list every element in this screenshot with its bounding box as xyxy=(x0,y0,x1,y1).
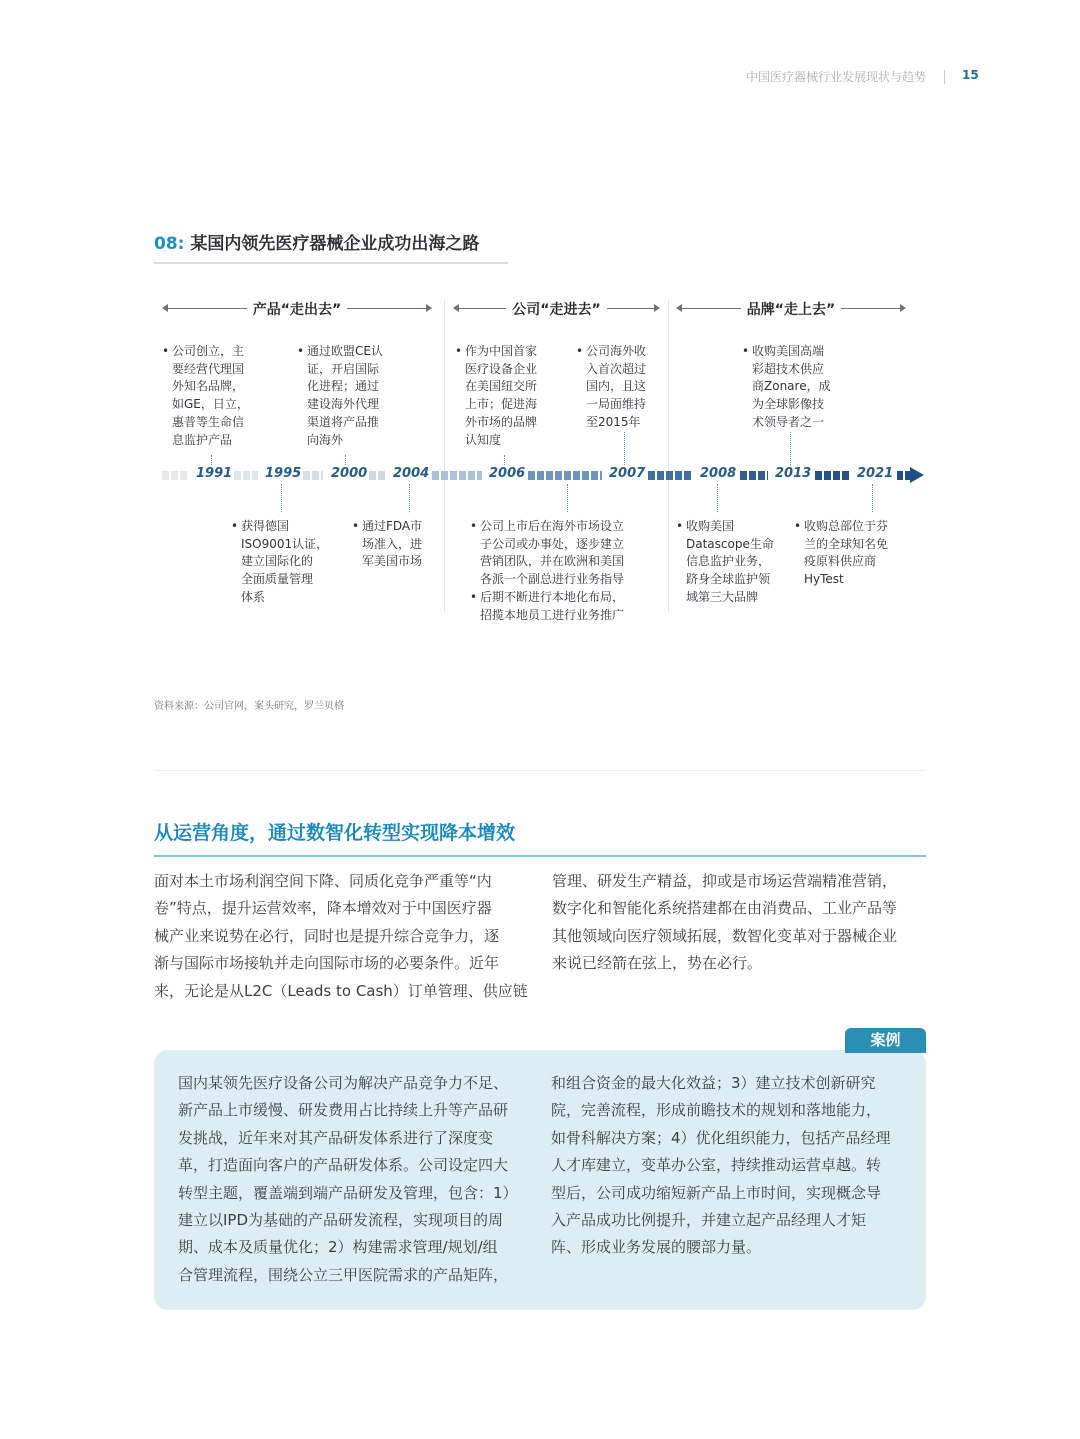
year-label: 2008 xyxy=(700,466,737,481)
event-bullet: • 获得德国 ISO9001认证， 建立国际化的 全面质量管理 体系 xyxy=(231,518,341,607)
section-heading: 从运营角度，通过数智化转型实现降本增效 xyxy=(154,822,516,844)
year-label: 1995 xyxy=(265,466,302,481)
phase-brand xyxy=(676,299,906,319)
event-1995 xyxy=(231,518,341,607)
figure-title-text: 某国内领先医疗器械企业成功出海之路 xyxy=(190,234,480,254)
phase-product xyxy=(162,299,432,319)
event-bullet: • 收购美国高端 彩超技术供应 商Zonare，成 为全球影像技 术领导者之一 xyxy=(742,343,852,432)
year-label: 2013 xyxy=(775,466,812,481)
event-bullet: • 公司海外收 入首次超过 国内，且这 一局面维持 至2015年 xyxy=(576,343,668,432)
connector xyxy=(567,484,568,512)
year-label: 2006 xyxy=(489,466,526,481)
phase-divider xyxy=(444,300,445,612)
section-heading-rule xyxy=(154,855,926,857)
timeline-segment xyxy=(234,471,258,480)
connector xyxy=(211,455,212,465)
event-bullet: • 通过FDA市 场准入，进 军美国市场 xyxy=(352,518,444,571)
timeline-segment xyxy=(369,471,385,480)
event-2021 xyxy=(794,518,914,589)
year-label: 2007 xyxy=(609,466,646,481)
year-label: 2004 xyxy=(393,466,430,481)
connector xyxy=(624,432,625,465)
figure-title xyxy=(154,229,479,254)
event-2000 xyxy=(297,343,417,449)
header-divider xyxy=(944,70,945,84)
event-bullet: • 公司上市后在海外市场设立 子公司或办事处，逐步建立 营销团队，并在欧洲和美国 各派一个副总进行业务指导 xyxy=(470,518,660,589)
timeline-segment xyxy=(528,471,602,480)
year-label: 2021 xyxy=(857,466,894,481)
section-divider xyxy=(154,770,926,771)
connector xyxy=(717,484,718,512)
event-2004 xyxy=(352,518,444,571)
event-2007 xyxy=(576,343,668,432)
phase-label: 公司“走进去” xyxy=(506,302,606,318)
connector xyxy=(872,484,873,512)
event-bullet: • 后期不断进行本地化布局， 招揽本地员工进行业务推广 xyxy=(470,589,660,624)
event-2006-expansion xyxy=(470,518,660,624)
year-label: 1991 xyxy=(196,466,233,481)
timeline-segment xyxy=(815,471,850,480)
phase-label: 品牌“走上去” xyxy=(741,302,841,318)
figure-source: 资料来源：公司官网，案头研究，罗兰贝格 xyxy=(154,701,344,712)
body-column-right: 管理、研发生产精益，抑或是市场运营端精准营销， 数字化和智能化系统搭建都在由消费品、工业产品等 其他领域向医疗领域拓展，数智化变革对于器械企业 来说已经箭在弦上，势在必行。 xyxy=(552,872,898,973)
body-column-left: 面对本土市场利润空间下降、同质化竞争严重等“内 卷”特点，提升运营效率，降本增效对于中国医疗器 械产业来说势在必行，同时也是提升综合竞争力，逐 渐与国际市场接轨并走向国际市场的必要条件。近年 来，无论是从L2C（Leads to Cash）订单管理、供应链 xyxy=(154,872,528,1000)
timeline-segment xyxy=(162,471,188,480)
case-tag: 案例 xyxy=(845,1028,926,1053)
event-2006 xyxy=(455,343,565,449)
timeline-segment xyxy=(303,471,323,480)
event-bullet: • 作为中国首家 医疗设备企业 在美国纽交所 上市；促进海 外市场的品牌 认知度 xyxy=(455,343,565,449)
connector xyxy=(281,484,282,512)
connector xyxy=(504,455,505,465)
connector xyxy=(790,432,791,465)
phase-label: 产品“走出去” xyxy=(247,302,347,318)
timeline-arrow-icon xyxy=(910,467,924,483)
document-title: 中国医疗器械行业发展现状与趋势 xyxy=(745,70,926,84)
figure-number: 08: xyxy=(154,234,185,254)
timeline-segment xyxy=(432,471,482,480)
case-column-right: 和组合资金的最大化效益；3）建立技术创新研究 院，完善流程，形成前瞻技术的规划和落地能力， 如骨科解决方案；4）优化组织能力，包括产品经理 人才库建立，变革办公室，持续推动运营卓越。转 型后，公司成功缩短新产品上市时间，实现概念导 入产品成功比例提升，并建立起产品经理人才矩 阵、形成业务发展的腰部力量。 xyxy=(551,1074,891,1257)
case-column-left: 国内某领先医疗设备公司为解决产品竞争力不足、 新产品上市缓慢、研发费用占比持续上升等产品研 发挑战，近年来对其产品研发体系进行了深度变 革，打造面向客户的产品研发体系。公司设定四大 转型主题，覆盖端到端产品研发及管理，包含：1） 建立以IPD为基础的产品研发流程，实现项目的周 期、成本及质量优化；2）构建需求管理/规划/组 合管理流程，围绕公立三甲医院需求的产品矩阵， xyxy=(178,1074,518,1284)
event-bullet: • 公司创立，主 要经营代理国 外知名品牌， 如GE，日立， 惠普等生命信 息监护产品 xyxy=(162,343,282,449)
event-2013 xyxy=(742,343,852,432)
page-number: 15 xyxy=(962,68,979,82)
timeline-segment xyxy=(648,471,692,480)
year-label: 2000 xyxy=(331,466,368,481)
phase-divider xyxy=(668,300,669,612)
timeline-segment xyxy=(740,471,768,480)
event-1991 xyxy=(162,343,282,449)
connector xyxy=(409,484,410,512)
phase-company xyxy=(453,299,660,319)
event-2008 xyxy=(676,518,791,607)
event-bullet: • 通过欧盟CE认 证，开启国际 化进程；通过 建设海外代理 渠道将产品推 向海外 xyxy=(297,343,417,449)
connector xyxy=(345,455,346,465)
event-bullet: • 收购美国 Datascope生命 信息监护业务， 跻身全球监护领 域第三大品牌 xyxy=(676,518,791,607)
event-bullet: • 收购总部位于芬 兰的全球知名免 疫原料供应商 HyTest xyxy=(794,518,914,589)
timeline-segment xyxy=(897,471,911,480)
figure-title-rule xyxy=(154,262,508,264)
